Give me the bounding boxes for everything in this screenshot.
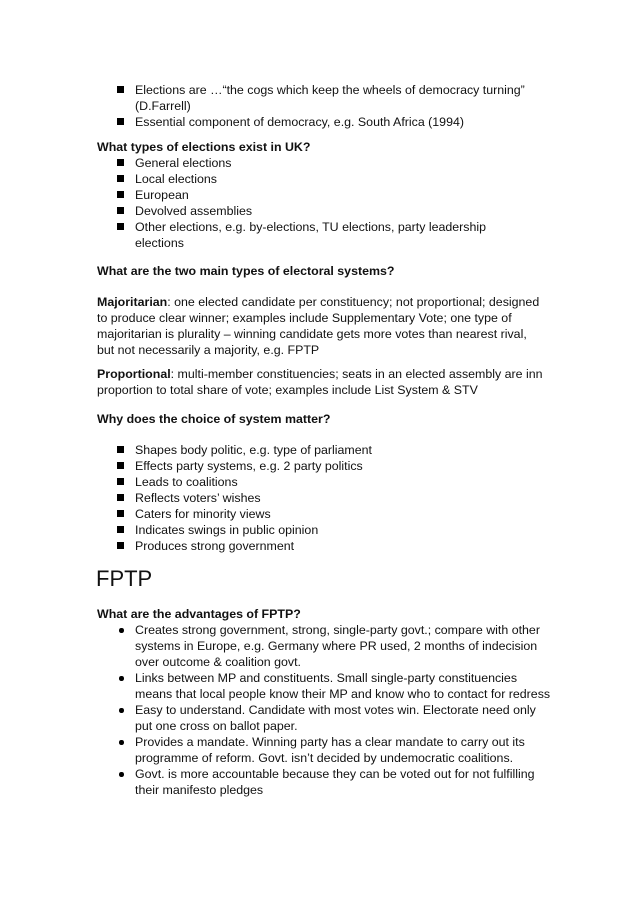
- list-item: Other elections, e.g. by-elections, TU elections, party leadership elections: [116, 219, 535, 251]
- proportional-term: Proportional: [97, 367, 171, 381]
- list-item: Indicates swings in public opinion: [116, 522, 555, 538]
- list-item: Shapes body politic, e.g. type of parliament: [116, 442, 555, 458]
- list-item: General elections: [116, 155, 555, 171]
- list-item: Local elections: [116, 171, 555, 187]
- majoritarian-term: Majoritarian: [97, 295, 168, 309]
- proportional-text: : multi-member constituencies; seats in an elected assembly are inn proportion to total share of vote; examples include List System & STV: [97, 367, 543, 397]
- question-choice-matters: Why does the choice of system matter?: [97, 412, 331, 426]
- list-item: Devolved assemblies: [116, 203, 555, 219]
- question-electoral-systems: What are the two main types of electoral systems?: [97, 264, 395, 278]
- list-item: Caters for minority views: [116, 506, 555, 522]
- list-item: Govt. is more accountable because they can be voted out for not fulfilling their manifesto pledges: [116, 766, 555, 798]
- question-fptp-advantages: What are the advantages of FPTP?: [97, 607, 301, 621]
- majoritarian-paragraph: [97, 294, 547, 358]
- list-item: European: [116, 187, 555, 203]
- list-item: Produces strong government: [116, 538, 555, 554]
- proportional-paragraph: [97, 366, 547, 398]
- intro-list: [116, 82, 555, 130]
- majoritarian-text: : one elected candidate per constituency; not proportional; designed to produce clear winner; examples include Supplementary Vote; one type of majoritarian is plurality – winning candidate gets more votes than nearest rival, but not necessarily a majority, e.g. FPTP: [97, 295, 540, 357]
- question-uk-elections: What types of elections exist in UK?: [97, 140, 311, 154]
- list-item: Leads to coalitions: [116, 474, 555, 490]
- list-item: Elections are …“the cogs which keep the wheels of democracy turning” (D.Farrell): [116, 82, 555, 114]
- list-item: Essential component of democracy, e.g. South Africa (1994): [116, 114, 555, 130]
- section-heading-fptp: FPTP: [96, 566, 153, 591]
- list-item: Creates strong government, strong, single-party govt.; compare with other systems in Europe, e.g. Germany where PR used, 2 months of indecision over outcome & coalition govt.: [116, 622, 555, 670]
- list-item: Effects party systems, e.g. 2 party politics: [116, 458, 555, 474]
- list-item: Links between MP and constituents. Small single-party constituencies means that local people know their MP and know who to contact for redress: [116, 670, 555, 702]
- list-item: Easy to understand. Candidate with most votes win. Electorate need only put one cross on ballot paper.: [116, 702, 555, 734]
- choice-matters-list: [116, 442, 555, 554]
- fptp-advantages-list: [116, 622, 555, 798]
- uk-elections-list: [116, 155, 555, 251]
- list-item: Reflects voters’ wishes: [116, 490, 555, 506]
- list-item: Provides a mandate. Winning party has a clear mandate to carry out its programme of reform. Govt. isn’t decided by undemocratic coalitions.: [116, 734, 555, 766]
